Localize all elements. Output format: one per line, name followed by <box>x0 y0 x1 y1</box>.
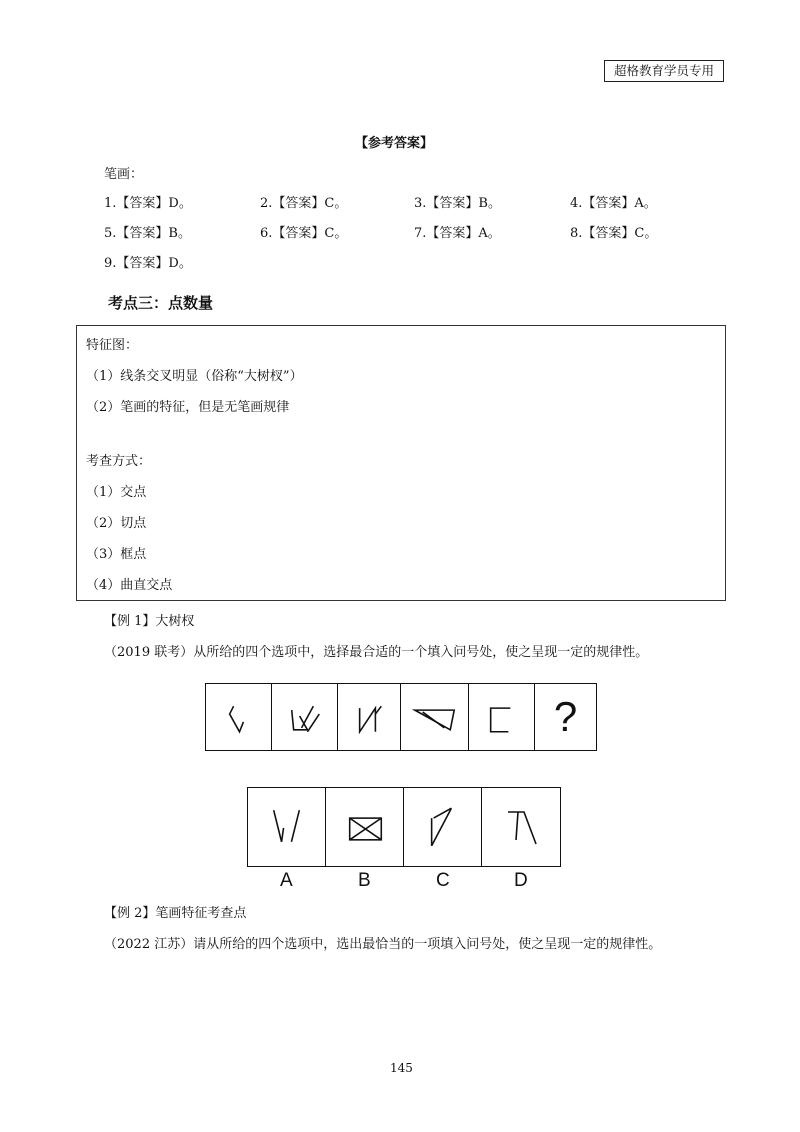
option-label-c: C <box>436 870 450 891</box>
answer-item: 5.【答案】B。 <box>104 226 191 241</box>
figure-cell <box>338 684 401 750</box>
example1-title: 【例 1】大树杈 <box>104 614 195 629</box>
page-number: 145 <box>390 1061 413 1075</box>
options-strip <box>247 787 561 867</box>
feature-line: （1）线条交叉明显（俗称“大树杈”） <box>86 369 303 384</box>
figure-cell <box>401 684 469 750</box>
answer-item: 4.【答案】A。 <box>570 196 657 211</box>
answers-subtitle: 笔画： <box>104 167 144 182</box>
feature-line: （4）曲直交点 <box>86 578 173 593</box>
figure-cell <box>272 684 338 750</box>
answer-item: 1.【答案】D。 <box>104 196 192 211</box>
option-d-figure[interactable] <box>482 788 560 866</box>
option-c-figure[interactable] <box>404 788 482 866</box>
example2-title: 【例 2】笔画特征考查点 <box>104 906 247 921</box>
answer-item: 6.【答案】C。 <box>260 226 348 241</box>
answer-item: 2.【答案】C。 <box>260 196 348 211</box>
answers-title: 【参考答案】 <box>355 136 434 151</box>
feature-line: 特征图： <box>86 338 139 353</box>
question-figure-strip <box>205 683 597 751</box>
feature-line: （2）笔画的特征，但是无笔画规律 <box>86 400 290 415</box>
feature-line: （1）交点 <box>86 485 147 500</box>
figure-cell <box>469 684 535 750</box>
answer-item: 9.【答案】D。 <box>104 256 192 271</box>
question-mark: ? <box>553 693 578 740</box>
section-title: 考点三：点数量 <box>108 294 214 312</box>
option-a-figure[interactable] <box>248 788 326 866</box>
option-b-figure[interactable] <box>326 788 404 866</box>
question-mark-cell <box>535 684 596 750</box>
feature-line: （3）框点 <box>86 547 147 562</box>
answer-item: 3.【答案】B。 <box>414 196 501 211</box>
feature-line: 考查方式： <box>86 454 152 469</box>
example2-question: （2022 江苏）请从所给的四个选项中，选出最恰当的一项填入问号处，使之呈现一定的规律性。 <box>104 937 662 952</box>
option-label-d: D <box>514 870 528 891</box>
answer-item: 7.【答案】A。 <box>414 226 501 241</box>
option-label-a: A <box>280 870 293 891</box>
example1-question: （2019 联考）从所给的四个选项中，选择最合适的一个填入问号处，使之呈现一定的规律性。 <box>104 645 649 660</box>
feature-line: （2）切点 <box>86 516 147 531</box>
watermark-stamp: 超格教育学员专用 <box>604 60 724 82</box>
option-label-b: B <box>358 870 371 891</box>
answer-item: 8.【答案】C。 <box>570 226 658 241</box>
figure-cell <box>206 684 272 750</box>
